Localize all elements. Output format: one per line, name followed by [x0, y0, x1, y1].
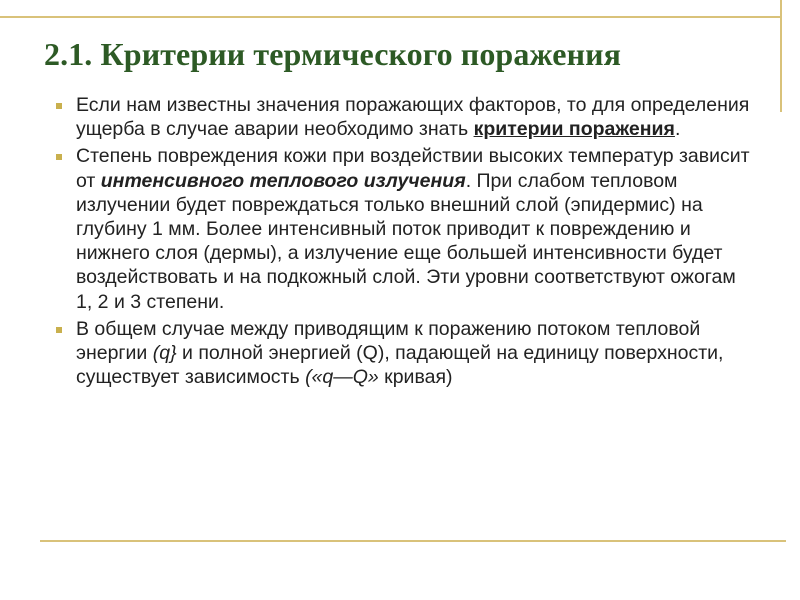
bullet-item-q-dependence: [56, 317, 756, 390]
frame-line-top: [0, 16, 782, 18]
slide-title: 2.1. Критерии термического поражения: [44, 36, 622, 72]
bullet-item-skin-damage: [56, 144, 756, 313]
square-bullet-icon: [56, 103, 62, 109]
emphasis-term: интенсивного теплового излучения: [100, 169, 466, 192]
square-bullet-icon: [56, 154, 62, 160]
q-symbol: (q}: [152, 342, 177, 365]
bullet-text: Степень повреждения кожи при воздействии высоких температур зависит от: [76, 145, 750, 192]
bullet-text-end: .: [674, 118, 681, 141]
curve-label: («q—Q»: [305, 366, 379, 389]
bullet-list: [56, 93, 756, 392]
frame-line-right: [780, 0, 782, 112]
bullet-text: Если нам известны значения поражающих факторов, то для определения ущерба в случае аварии необходимо знать: [76, 94, 750, 141]
square-bullet-icon: [56, 327, 62, 333]
bullet-text-middle: и полной энергией (Q), падающей на единицу поверхности, существует зависимость: [76, 342, 724, 389]
bullet-text-end: . При слабом тепловом излучении будет повреждаться только внешний слой (эпидермис) на глубину 1 мм. Более интенсивный поток приводит к повреждению и нижнего слоя (дермы), а излучение еще большей интенсивности будет воздействовать и на подкожный слой. Эти уровни соответствуют ожогам 1, 2 и 3 степени.: [76, 169, 736, 313]
frame-line-bottom: [40, 540, 786, 542]
emphasis-term: критерии поражения: [473, 118, 675, 141]
bullet-text: В общем случае между приводящим к поражению потоком тепловой энергии: [76, 317, 701, 365]
bullet-item-criteria: [56, 93, 756, 141]
bullet-text-end: кривая): [378, 366, 453, 389]
